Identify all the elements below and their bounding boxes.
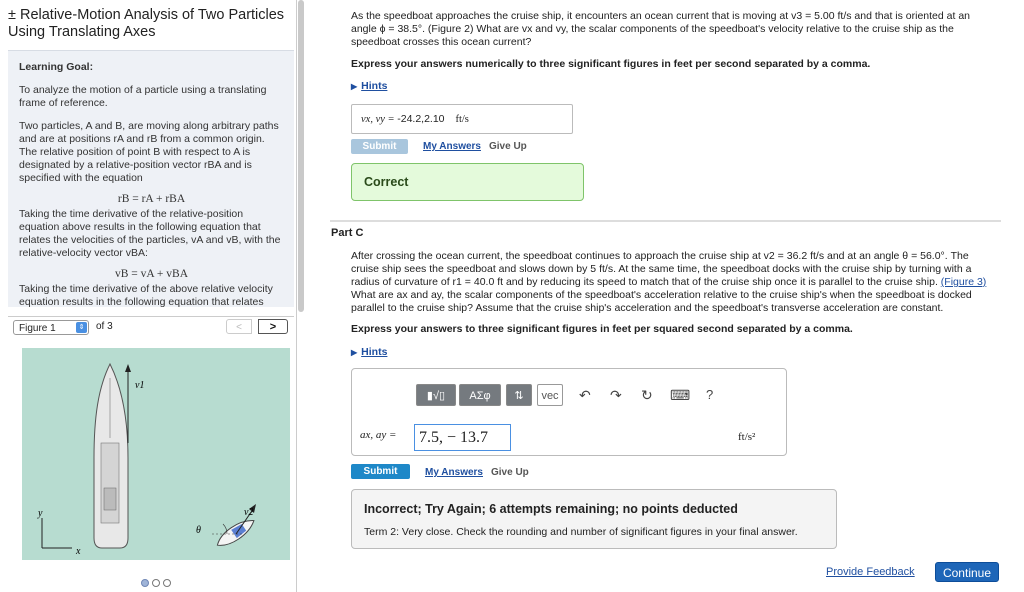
part-b-answer-value: -24.2,2.10 [397, 113, 445, 125]
next-figure-button[interactable]: > [258, 319, 288, 334]
part-c-text-line-5: parallel to the cruise ship? Assume that the cruise ship's acceleration and the speedboat's transverse acceleration are constant. [351, 302, 944, 314]
part-b-instruction: Express your answers numerically to three significant figures in feet per second separated by a comma. [351, 58, 871, 70]
figure-viewer [8, 340, 294, 592]
figure-select-value: Figure 1 [19, 323, 56, 334]
continue-button[interactable]: Continue [935, 562, 999, 582]
redo-icon[interactable]: ↷ [610, 387, 622, 403]
part-c-feedback-box [351, 489, 837, 549]
provide-feedback-link[interactable]: Provide Feedback [826, 566, 915, 578]
pager-dot-3[interactable] [163, 579, 171, 587]
v2-label: v2 [244, 507, 254, 518]
position-equation: rB = rA + rBA [117, 193, 186, 205]
part-b-question: As the speedboat approaches the cruise ship, it encounters an ocean current that is moving at v3 = 5.00 ft/s and that is oriented at an angle ϕ = 38.5°. (Figure 2) What are vx and vy, the scalar components of the speedboat's velocity relative to the cruise ship as the speedboat crosses this ocean current? [351, 10, 971, 48]
v1-label: v1 [135, 380, 145, 391]
previous-figure-button[interactable]: < [226, 319, 252, 334]
part-b-give-up: Give Up [489, 141, 527, 152]
part-b-hints-toggle[interactable]: ▶ Hints [351, 80, 388, 92]
vector-button[interactable]: vec [537, 384, 563, 406]
part-divider [330, 220, 1001, 222]
templates-button[interactable]: ▮√▯ [416, 384, 456, 406]
incorrect-message: Term 2: Very close. Check the rounding and number of significant figures in your final answer. [364, 526, 798, 538]
part-c-hints-toggle[interactable]: ▶ Hints [351, 346, 388, 358]
reset-icon[interactable]: ↻ [641, 387, 653, 403]
learning-goal-panel[interactable] [8, 50, 294, 307]
expand-triangle-icon: ▶ [351, 348, 358, 357]
part-b-answer-display [351, 104, 573, 134]
figure-pager-dots [141, 574, 174, 592]
theta-label: θ [196, 525, 201, 536]
select-arrows-icon: ⇕ [76, 322, 87, 333]
pager-dot-1[interactable] [141, 579, 149, 587]
undo-icon[interactable]: ↶ [579, 387, 591, 403]
part-c-submit-button[interactable]: Submit [351, 464, 410, 479]
figure-image [22, 348, 290, 560]
figure-select[interactable] [13, 320, 89, 335]
speedboat-shape [214, 515, 258, 551]
part-c-give-up[interactable]: Give Up [491, 467, 529, 478]
incorrect-heading: Incorrect; Try Again; 6 attempts remaining; no points deducted [364, 502, 738, 516]
part-b-my-answers-link[interactable]: My Answers [423, 141, 481, 152]
figure-3-link[interactable]: (Figure 3) [940, 276, 987, 288]
part-b-answer-label: vx, vy = [361, 114, 398, 125]
part-c-instruction: Express your answers to three significant figures in feet per squared second separated by a comma. [351, 323, 853, 335]
help-icon[interactable]: ? [706, 387, 714, 402]
y-axis-label: y [38, 508, 43, 519]
part-b-answer-unit: ft/s [455, 114, 469, 125]
sort-button[interactable]: ⇅ [506, 384, 532, 406]
velocity-equation: vB = vA + vBA [114, 268, 189, 280]
question-panel [330, 0, 1024, 592]
part-c-heading: Part C [331, 227, 364, 239]
part-c-text-line-2: cruise ship sees the speedboat and slows down by 5 ft/s. At the same time, the speedboat docks with the cruise ship by turning with a [351, 263, 972, 275]
pager-dot-2[interactable] [152, 579, 160, 587]
part-b-correct-banner: Correct [351, 163, 584, 201]
keyboard-icon[interactable]: ⌨ [670, 387, 691, 403]
intro-paragraph: Two particles, A and B, are moving along arbitrary paths and are at positions rA and rB from a common origin. The relative position of point B with respect to A is designated by a relative-position vector rBA and is specified with the equation [19, 120, 279, 184]
part-c-answer-box [351, 368, 787, 456]
part-c-my-answers-link[interactable]: My Answers [425, 467, 483, 478]
learning-goal-heading: Learning Goal: [19, 61, 94, 73]
problem-title: ± Relative-Motion Analysis of Two Particles Using Translating Axes [8, 7, 285, 40]
velocity-paragraph: Taking the time derivative of the relative-position equation above results in the following equation that relates the velocities of the particles, vA and vB, with the relative-velocity vector vBA: [19, 208, 281, 259]
figure-drawing [22, 348, 290, 560]
part-c-text-line-4: What are ax and ay, the scalar components of the speedboat's acceleration relative to the cruise ship's when the speedboat is docked [351, 289, 972, 301]
part-c-answer-input[interactable]: 7.5, − 13.7 [414, 424, 511, 451]
greek-symbols-button[interactable]: ΑΣφ [459, 384, 501, 406]
problem-sidebar [0, 0, 297, 592]
part-c-answer-label: ax, ay = [360, 429, 397, 441]
figure-count: of 3 [96, 321, 113, 332]
part-c-text-line-3: radius of curvature of r1 = 40.0 ft and by reducing its speed to match that of the cruise ship once it is parallel to the cruise ship. (Figure 3) [351, 276, 987, 288]
x-axis-label: x [76, 546, 81, 557]
expand-triangle-icon: ▶ [351, 82, 358, 91]
part-c-answer-unit: ft/s² [738, 431, 756, 443]
figure-navigation [8, 316, 294, 339]
part-b-submit-button: Submit [351, 139, 408, 154]
part-c-text-line-1: After crossing the ocean current, the speedboat continues to approach the cruise ship at v2 = 36.2 ft/s and at an angle θ = 56.0°. The [351, 250, 969, 262]
sidebar-scrollbar[interactable] [298, 0, 304, 312]
acceleration-paragraph: Taking the time derivative of the above relative velocity equation results in the following equation that relates [19, 283, 273, 307]
learning-goal-text: To analyze the motion of a particle using a translating frame of reference. [19, 84, 267, 109]
